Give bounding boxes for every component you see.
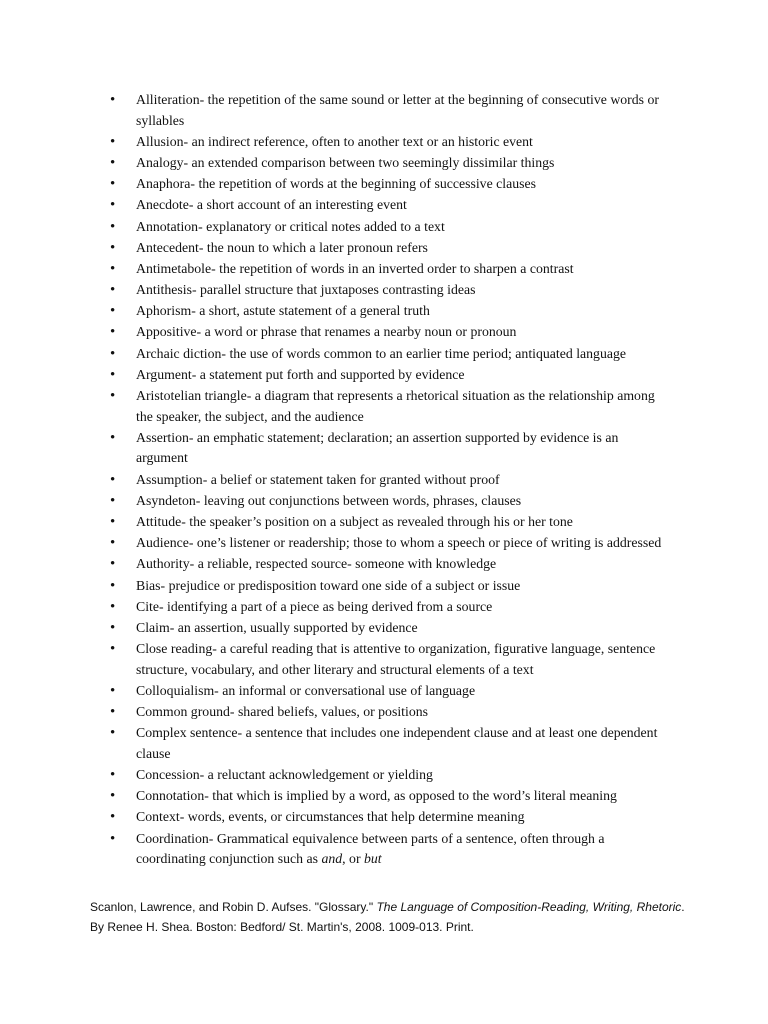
glossary-item: • Aristotelian triangle- a diagram that represents a rhetorical situation as the relationship among the speaker, the subject, and the audience: [108, 386, 668, 427]
glossary-item: • Analogy- an extended comparison between two seemingly dissimilar things: [108, 153, 668, 174]
glossary-item: • Antimetabole- the repetition of words in an inverted order to sharpen a contrast: [108, 259, 668, 280]
glossary-item: • Authority- a reliable, respected source- someone with knowledge: [108, 554, 668, 575]
glossary-item: • Assumption- a belief or statement taken for granted without proof: [108, 470, 668, 491]
glossary-item: • Archaic diction- the use of words common to an earlier time period; antiquated language: [108, 344, 668, 365]
glossary-item: • Concession- a reluctant acknowledgement or yielding: [108, 765, 668, 786]
glossary-item: • Alliteration- the repetition of the same sound or letter at the beginning of consecutive words or syllables: [108, 90, 668, 131]
glossary-list: [108, 90, 668, 870]
glossary-item: • Claim- an assertion, usually supported by evidence: [108, 618, 668, 639]
glossary-item: • Asyndeton- leaving out conjunctions between words, phrases, clauses: [108, 491, 668, 512]
glossary-item: • Attitude- the speaker’s position on a subject as revealed through his or her tone: [108, 512, 668, 533]
glossary-item: • Assertion- an emphatic statement; declaration; an assertion supported by evidence is an argument: [108, 428, 668, 469]
glossary-item: • Common ground- shared beliefs, values, or positions: [108, 702, 668, 723]
glossary-item: • Audience- one’s listener or readership; those to whom a speech or piece of writing is addressed: [108, 533, 668, 554]
glossary-item: • Antecedent- the noun to which a later pronoun refers: [108, 238, 668, 259]
glossary-item: • Antithesis- parallel structure that juxtaposes contrasting ideas: [108, 280, 668, 301]
glossary-item: • Appositive- a word or phrase that renames a nearby noun or pronoun: [108, 322, 668, 343]
glossary-item: • Cite- identifying a part of a piece as being derived from a source: [108, 597, 668, 618]
glossary-item: • Complex sentence- a sentence that includes one independent clause and at least one dependent clause: [108, 723, 668, 764]
glossary-item: • Context- words, events, or circumstances that help determine meaning: [108, 807, 668, 828]
glossary-item: • Close reading- a careful reading that is attentive to organization, figurative language, sentence structure, vocabulary, and other literary and structural elements of a text: [108, 639, 668, 680]
citation: Scanlon, Lawrence, and Robin D. Aufses. "Glossary." The Language of Composition-Reading, Writing, Rhetoric. By Renee H. Shea. Boston: Bedford/ St. Martin's, 2008. 1009-013. Print.: [90, 900, 685, 934]
glossary-item: • Colloquialism- an informal or conversational use of language: [108, 681, 668, 702]
glossary-item: • Anaphora- the repetition of words at the beginning of successive clauses: [108, 174, 668, 195]
glossary-item: • Allusion- an indirect reference, often to another text or an historic event: [108, 132, 668, 153]
glossary-item: • Aphorism- a short, astute statement of a general truth: [108, 301, 668, 322]
glossary-item: • Coordination- Grammatical equivalence between parts of a sentence, often through a coordinating conjunction such as and, or but: [108, 829, 668, 870]
glossary-item: • Connotation- that which is implied by a word, as opposed to the word’s literal meaning: [108, 786, 668, 807]
glossary-item: • Argument- a statement put forth and supported by evidence: [108, 365, 668, 386]
glossary-item: • Annotation- explanatory or critical notes added to a text: [108, 217, 668, 238]
glossary-item: • Bias- prejudice or predisposition toward one side of a subject or issue: [108, 576, 668, 597]
glossary-item: • Anecdote- a short account of an interesting event: [108, 195, 668, 216]
